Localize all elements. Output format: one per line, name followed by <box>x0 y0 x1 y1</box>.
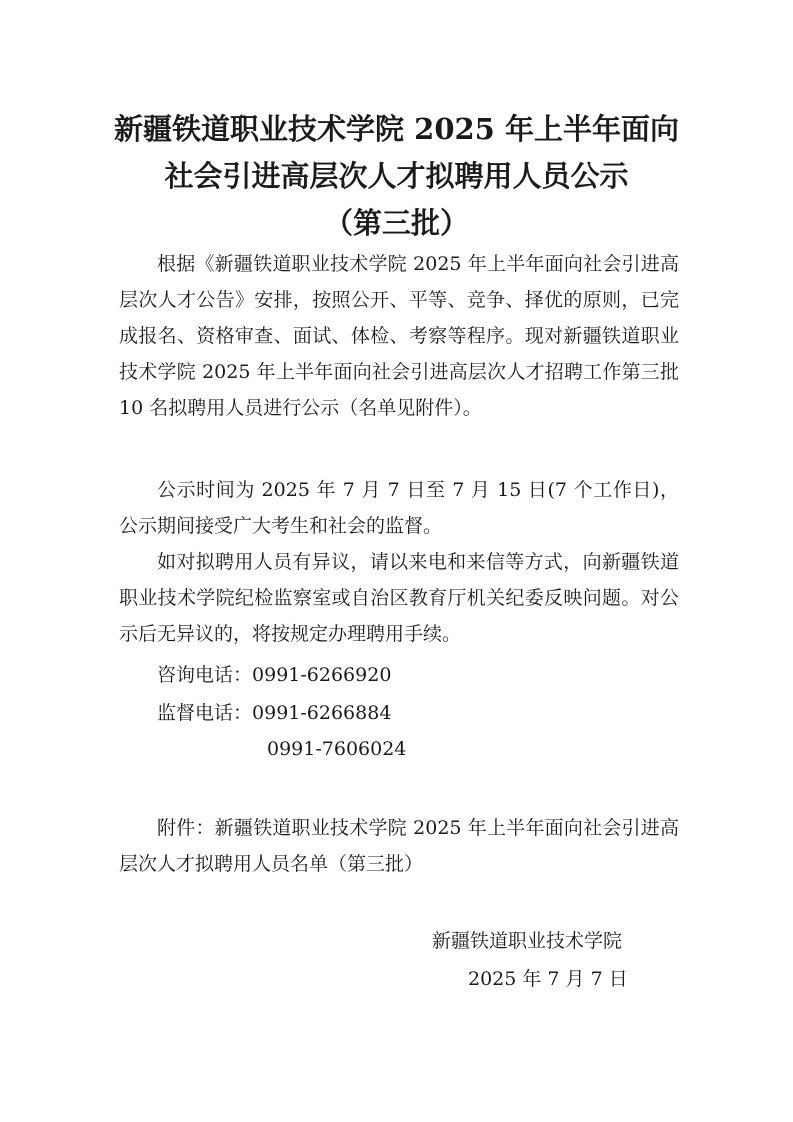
signature-date: 2025 年 7 月 7 日 <box>468 968 628 990</box>
paragraph-publicity-period: 公示时间为 2025 年 7 月 7 日至 7 月 15 日(7 个工作日)，公示期间接受广大考生和社会的监督。 <box>119 479 679 537</box>
supervise-phone-number-2: 0991-7606024 <box>267 738 407 760</box>
consult-phone-label: 咨询电话： <box>157 664 253 686</box>
supervise-phone-label: 监督电话： <box>157 702 253 724</box>
supervise-phone-line <box>157 695 391 731</box>
title-line-1: 新疆铁道职业技术学院 2025 年上半年面向 <box>114 112 679 146</box>
title-line-2: 社会引进高层次人才拟聘用人员公示 <box>164 159 629 193</box>
consult-phone-number: 0991-6266920 <box>252 664 392 686</box>
supervise-phone-number-1: 0991-6266884 <box>252 702 392 724</box>
attachment-note: 附件：新疆铁道职业技术学院 2025 年上半年面向社会引进高层次人才拟聘用人员名单（第三批） <box>119 817 679 875</box>
consult-phone-line <box>157 657 391 693</box>
paragraph-objection: 如对拟聘用人员有异议，请以来电和来信等方式，向新疆铁道职业技术学院纪检监察室或自治区教育厅机关纪委反映问题。对公示后无异议的，将按规定办理聘用手续。 <box>119 551 679 645</box>
signature-organization: 新疆铁道职业技术学院 <box>432 930 623 952</box>
paragraph-arrangement: 根据《新疆铁道职业技术学院 2025 年上半年面向社会引进高层次人才公告》安排，按照公开、平等、竞争、择优的原则，已完成报名、资格审查、面试、体检、考察等程序。现对新疆铁道职业技术学院 2025 年上半年面向社会引进高层次人才招聘工作第三批 10 名拟聘用人员进行公示（名单见附件）。 <box>119 253 679 419</box>
title-line-3: （第三批） <box>323 206 469 240</box>
